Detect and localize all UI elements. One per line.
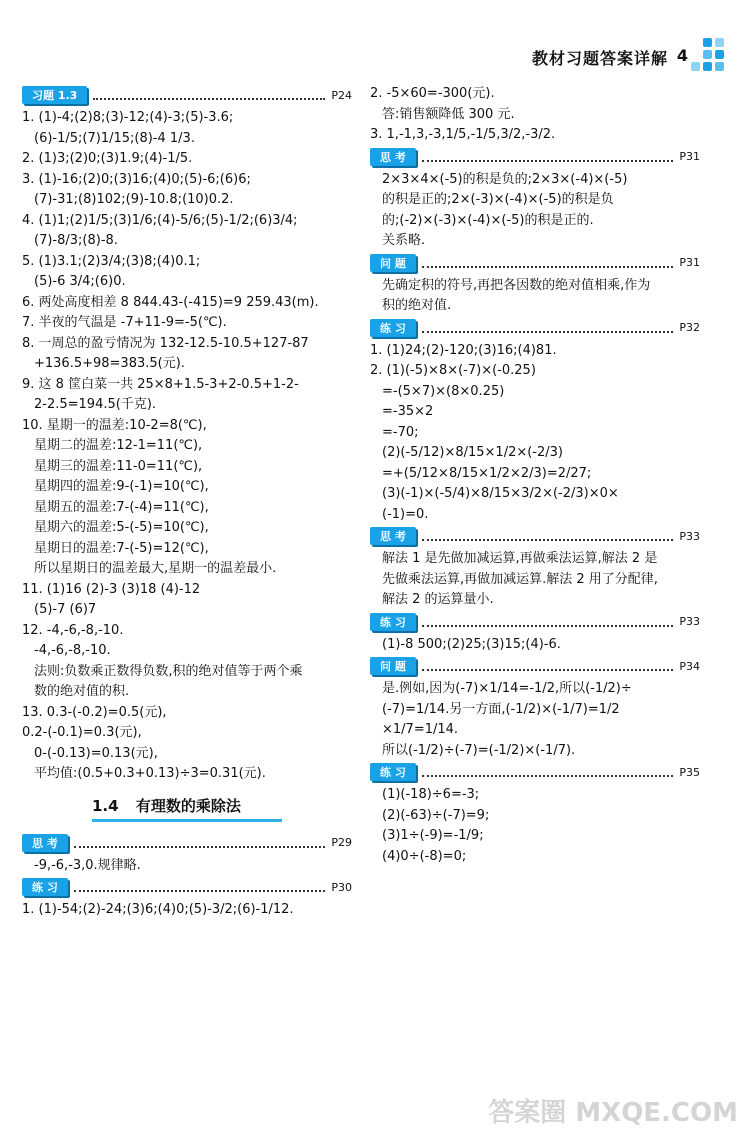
deco-square <box>703 62 712 71</box>
answer-line: (1)-8 500;(2)25;(3)15;(4)-6. <box>382 636 561 652</box>
tag-page: P34 <box>679 659 700 673</box>
answer-line: 4. (1)1;(2)1/5;(3)1/6;(4)-5/6;(5)-1/2;(6)3/4; <box>22 212 298 228</box>
answer-line: (7)-31;(8)102;(9)-10.8;(10)0.2. <box>34 192 234 207</box>
answer-line: (2)(-5/12)×8/15×1/2×(-2/3) <box>382 445 563 460</box>
answer-line: (3)1÷(-9)=-1/9; <box>382 828 484 843</box>
answer-line: 答:销售额降低 300 元. <box>382 106 515 122</box>
answer-line: 法则:负数乘正数得负数,积的绝对值等于两个乘 <box>34 663 303 679</box>
answer-line: (3)(-1)×(-5/4)×8/15×3/2×(-2/3)×0× <box>382 486 619 501</box>
answer-line: 星期五的温差:7-(-4)=11(℃), <box>34 499 209 515</box>
answer-line: 9. 这 8 筐白菜一共 25×8+1.5-3+2-0.5+1-2- <box>22 376 299 392</box>
tag-label: 问 题 <box>370 657 416 675</box>
watermark: 答案圈 MXQE.COM <box>488 1098 738 1128</box>
tag-page: P33 <box>679 615 700 628</box>
think-answers <box>22 856 352 877</box>
answer-line: 13. 0.3-(-0.2)=0.5(元), <box>22 704 167 720</box>
answer-line: 所以星期日的温差最大,星期一的温差最小. <box>34 561 277 576</box>
answer-line: -9,-6,-3,0.规律略. <box>34 857 141 873</box>
answer-line: (2)(-63)÷(-7)=9; <box>382 807 490 823</box>
answer-line: 解法 2 的运算量小. <box>382 592 494 607</box>
tag-page: P31 <box>679 150 700 163</box>
dotted-leader <box>422 258 674 268</box>
tag-think <box>22 834 352 852</box>
answer-line: 解法 1 是先做加减运算,再做乘法运算,解法 2 是 <box>382 551 658 566</box>
answer-line: 是.例如,因为(-7)×1/14=-1/2,所以(-1/2)÷ <box>382 681 632 696</box>
think-answers <box>370 170 700 252</box>
answer-line: 星期三的温差:11-0=11(℃), <box>34 458 203 474</box>
header-title: 教材习题答案详解 <box>531 49 668 68</box>
page-header <box>0 40 750 80</box>
tag-label: 思 考 <box>22 834 68 852</box>
tag-exercise-1-3 <box>22 86 352 104</box>
practice-answers <box>370 785 700 867</box>
tag-page: P31 <box>679 256 700 269</box>
exercise-1-3-answers <box>22 108 352 785</box>
tag-practice <box>370 319 700 337</box>
question-answers <box>370 679 700 761</box>
dotted-leader <box>422 323 674 333</box>
answer-line: 积的绝对值. <box>382 298 452 313</box>
dotted-leader <box>422 531 674 541</box>
answer-line: (4)0÷(-8)=0; <box>382 848 467 864</box>
answer-line: (7)-8/3;(8)-8. <box>34 233 118 248</box>
answer-line: ×1/7=1/14. <box>382 722 459 737</box>
continued-answers <box>370 84 700 146</box>
answer-line: 12. -4,-6,-8,-10. <box>22 622 124 638</box>
answer-line: (5)-7 (6)7 <box>34 602 97 617</box>
tag-label: 练 习 <box>370 763 416 781</box>
answer-line: =-70; <box>382 424 419 440</box>
answer-line: 的;(-2)×(-3)×(-4)×(-5)的积是正的. <box>382 212 594 228</box>
dotted-leader <box>422 617 674 627</box>
answer-line: 1. (1)-54;(2)-24;(3)6;(4)0;(5)-3/2;(6)-1/12. <box>22 902 294 917</box>
answer-line: 11. (1)16 (2)-3 (3)18 (4)-12 <box>22 581 201 597</box>
answer-line: 1. (1)24;(2)-120;(3)16;(4)81. <box>370 342 557 358</box>
answer-line: 平均值:(0.5+0.3+0.13)÷3=0.31(元). <box>34 766 266 781</box>
answer-line: 2. (1)3;(2)0;(3)1.9;(4)-1/5. <box>22 151 193 166</box>
answer-line: 的积是正的;2×(-3)×(-4)×(-5)的积是负 <box>382 192 614 207</box>
answer-line: 2. (1)(-5)×8×(-7)×(-0.25) <box>370 363 536 378</box>
deco-square <box>715 38 724 47</box>
tag-page: P30 <box>331 880 352 894</box>
tag-page: P32 <box>679 321 700 334</box>
answer-line: 所以(-1/2)÷(-7)=(-1/2)×(-1/7). <box>382 742 576 758</box>
practice-answers <box>370 635 700 656</box>
answer-line: 2×3×4×(-5)的积是负的;2×3×(-4)×(-5) <box>382 171 628 187</box>
answer-line: 1. (1)-4;(2)8;(3)-12;(4)-3;(5)-3.6; <box>22 110 234 125</box>
answer-line: 数的绝对值的积. <box>34 684 130 699</box>
tag-label: 练 习 <box>370 319 416 337</box>
answer-line: -4,-6,-8,-10. <box>34 643 111 658</box>
tag-practice <box>370 613 700 631</box>
answer-line: 星期日的温差:7-(-5)=12(℃), <box>34 540 209 556</box>
answer-line: 2-2.5=194.5(千克). <box>34 397 157 412</box>
tag-label: 思 考 <box>370 148 416 166</box>
tag-think <box>370 527 700 545</box>
dotted-leader <box>93 90 325 100</box>
tag-practice <box>370 763 700 781</box>
answer-line: 星期六的温差:5-(-5)=10(℃), <box>34 520 209 535</box>
answer-line: +136.5+98=383.5(元). <box>34 356 185 371</box>
answer-line: 3. (1)-16;(2)0;(3)16;(4)0;(5)-6;(6)6; <box>22 171 251 187</box>
tag-page: P29 <box>331 836 352 849</box>
tag-label: 问 题 <box>370 254 416 272</box>
answer-line: 关系略. <box>382 233 426 248</box>
tag-label: 思 考 <box>370 527 416 545</box>
tag-page: P35 <box>679 765 700 779</box>
deco-square <box>691 62 700 71</box>
answer-line: 星期四的温差:9-(-1)=10(℃), <box>34 479 209 494</box>
dotted-leader <box>74 882 326 892</box>
answer-line: (6)-1/5;(7)1/15;(8)-4 1/3. <box>34 130 195 146</box>
answer-line: 7. 半夜的气温是 -7+11-9=-5(℃). <box>22 315 227 330</box>
answer-line: 10. 星期一的温差:10-2=8(℃), <box>22 417 207 433</box>
deco-square <box>715 50 724 59</box>
section-number: 1.4 <box>92 796 119 815</box>
left-column <box>22 84 352 921</box>
answer-line: 6. 两处高度相差 8 844.43-(-415)=9 259.43(m). <box>22 294 319 310</box>
dotted-leader <box>422 152 674 162</box>
think-answers <box>370 549 700 611</box>
section-heading <box>92 795 282 822</box>
answer-line: 3. 1,-1,3,-3,1/5,-1/5,3/2,-3/2. <box>370 127 556 142</box>
page-number: 4 <box>676 46 688 65</box>
tag-label: 练 习 <box>22 878 68 896</box>
dotted-leader <box>74 838 326 848</box>
tag-think <box>370 148 700 166</box>
answer-line: 0.2-(-0.1)=0.3(元), <box>22 725 142 740</box>
section-title: 有理数的乘除法 <box>135 796 241 815</box>
answer-line: 先做乘法运算,再做加减运算.解法 2 用了分配律, <box>382 571 658 587</box>
answer-line: (5)-6 3/4;(6)0. <box>34 274 126 289</box>
answer-line: (1)(-18)÷6=-3; <box>382 787 480 802</box>
answer-line: 星期二的温差:12-1=11(℃), <box>34 438 203 453</box>
tag-page: P24 <box>331 88 352 102</box>
deco-square <box>703 38 712 47</box>
tag-question <box>370 657 700 675</box>
tag-page: P33 <box>679 529 700 543</box>
answer-line: 先确定积的符号,再把各因数的绝对值相乘,作为 <box>382 277 651 293</box>
right-column <box>370 84 700 867</box>
answer-line: =-(5×7)×(8×0.25) <box>382 383 505 399</box>
answer-line: 5. (1)3.1;(2)3/4;(3)8;(4)0.1; <box>22 253 201 269</box>
deco-square <box>715 62 724 71</box>
practice-answers <box>22 900 352 921</box>
answer-line: 8. 一周总的盈亏情况为 132-12.5-10.5+127-87 <box>22 335 309 351</box>
tag-question <box>370 254 700 272</box>
tag-label: 练 习 <box>370 613 416 631</box>
tag-practice <box>22 878 352 896</box>
question-answers <box>370 276 700 317</box>
dotted-leader <box>422 661 674 671</box>
answer-line: (-1)=0. <box>382 506 429 522</box>
answer-line: (-7)=1/14.另一方面,(-1/2)×(-1/7)=1/2 <box>382 701 620 717</box>
tag-label: 习题 1.3 <box>22 86 87 104</box>
practice-answers <box>370 341 700 526</box>
dotted-leader <box>422 767 674 777</box>
deco-square <box>703 50 712 59</box>
answer-line: 2. -5×60=-300(元). <box>370 86 495 101</box>
answer-line: =+(5/12×8/15×1/2×2/3)=2/27; <box>382 465 592 481</box>
answer-line: =-35×2 <box>382 404 434 419</box>
answer-line: 0-(-0.13)=0.13(元), <box>34 745 158 761</box>
